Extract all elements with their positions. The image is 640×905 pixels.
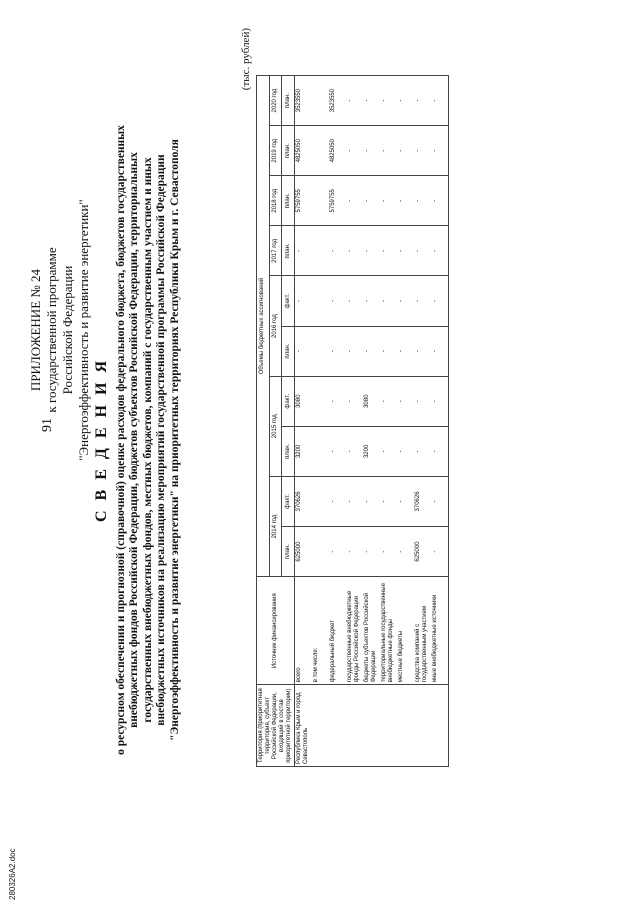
source-cell: местные бюджеты [397, 577, 414, 685]
source-cell: иные внебюджетные источники [431, 577, 449, 685]
value-cell [312, 276, 329, 326]
value-cell: - [397, 376, 414, 426]
value-cell: - [414, 276, 431, 326]
value-cell: - [397, 326, 414, 376]
value-cell [312, 126, 329, 176]
table-row [431, 76, 449, 767]
appendix-title: ПРИЛОЖЕНИЕ № 24 [28, 268, 43, 392]
header-fact: факт. [282, 376, 295, 426]
territory-cell [346, 685, 363, 767]
title-line: "Энергоэффективность и развитие энергетики" на приоритетных территориях Республики Крым и г. Севастополя [168, 139, 181, 741]
value-cell [312, 326, 329, 376]
value-cell: - [414, 376, 431, 426]
value-cell: - [431, 176, 449, 226]
value-cell: - [414, 226, 431, 276]
title-line: о ресурсном обеспечении и прогнозной (справочной) оценке расходов федерального бюджета, бюджетов государственных [114, 125, 127, 755]
value-cell [312, 476, 329, 526]
page-number: 91 [40, 418, 55, 432]
header-plan: план. [282, 226, 295, 276]
value-cell: - [346, 126, 363, 176]
header-source: Источник финансирования [257, 577, 295, 685]
value-cell: - [380, 376, 397, 426]
value-cell: - [431, 376, 449, 426]
value-cell: - [363, 176, 380, 226]
table-body [295, 76, 449, 767]
table-row [414, 76, 431, 767]
title-heading: С В Е Д Е Н И Я [93, 357, 110, 523]
value-cell: - [397, 476, 414, 526]
value-cell: - [431, 527, 449, 577]
value-cell: - [414, 326, 431, 376]
appendix-block [28, 130, 92, 530]
value-cell [312, 176, 329, 226]
value-cell [312, 226, 329, 276]
table-row [312, 76, 329, 767]
value-cell: - [329, 376, 346, 426]
header-year-2019: 2019 год [269, 126, 282, 176]
header-year-2016: 2016 год [269, 276, 282, 376]
value-cell: - [397, 176, 414, 226]
value-cell: - [329, 276, 346, 326]
value-cell: - [295, 276, 313, 326]
value-cell: - [363, 76, 380, 126]
value-cell [312, 527, 329, 577]
table-row [380, 76, 397, 767]
value-cell: - [363, 476, 380, 526]
appendix-line: Российской Федерации [60, 265, 75, 395]
header-territory: Территория (приоритетная территория, субъект Российской Федерации, входящий в состав приоритетной территории) [257, 685, 295, 767]
value-cell [312, 426, 329, 476]
territory-cell [397, 685, 414, 767]
title-line: внебюджетных источников на реализацию мероприятий государственной программы Российской Федерации [155, 154, 168, 726]
value-cell: - [295, 326, 313, 376]
value-cell: - [397, 226, 414, 276]
table-row [329, 76, 346, 767]
value-cell: - [431, 226, 449, 276]
header-year-2014: 2014 год [269, 476, 282, 576]
value-cell: - [397, 276, 414, 326]
source-cell: государственные внебюджетные фонды Российской Федерации [346, 577, 363, 685]
value-cell: - [397, 426, 414, 476]
appendix-line: "Энергоэффективность и развитие энергетики" [76, 199, 91, 461]
footer-filename: 280326A2.doc [8, 848, 17, 900]
value-cell: - [431, 426, 449, 476]
value-cell: - [414, 426, 431, 476]
value-cell: - [380, 426, 397, 476]
header-plan: план. [282, 527, 295, 577]
value-cell: - [346, 426, 363, 476]
value-cell: - [363, 226, 380, 276]
table-row [397, 76, 414, 767]
source-cell: территориальные государственные внебюджетные фонды [380, 577, 397, 685]
value-cell: - [380, 476, 397, 526]
value-cell: - [431, 76, 449, 126]
territory-cell [380, 685, 397, 767]
value-cell: - [363, 326, 380, 376]
value-cell [312, 76, 329, 126]
budget-table [256, 75, 449, 767]
territory-cell [431, 685, 449, 767]
value-cell: - [380, 176, 397, 226]
value-cell: 3523550 [295, 76, 313, 126]
value-cell: - [346, 527, 363, 577]
value-cell: 5759755 [329, 176, 346, 226]
territory-cell [363, 685, 380, 767]
value-cell: - [329, 527, 346, 577]
document-title [95, 115, 183, 765]
header-year-2018: 2018 год [269, 176, 282, 226]
value-cell: - [295, 226, 313, 276]
value-cell: - [380, 126, 397, 176]
value-cell: - [431, 476, 449, 526]
value-cell: - [346, 476, 363, 526]
value-cell: 4825050 [295, 126, 313, 176]
value-cell: 5759755 [295, 176, 313, 226]
value-cell: - [431, 326, 449, 376]
value-cell: - [346, 76, 363, 126]
value-cell: - [346, 176, 363, 226]
value-cell: - [363, 276, 380, 326]
source-cell: средства компаний с государственным участием [414, 577, 431, 685]
value-cell: 3523550 [329, 76, 346, 126]
header-plan: план. [282, 126, 295, 176]
value-cell: - [346, 276, 363, 326]
header-plan: план. [282, 176, 295, 226]
header-plan: план. [282, 326, 295, 376]
appendix-line: к государственной программе [44, 247, 59, 413]
header-year-2017: 2017 год [269, 226, 282, 276]
header-year-2015: 2015 год [269, 376, 282, 476]
value-cell: 3200 [295, 426, 313, 476]
value-cell: - [397, 126, 414, 176]
value-cell: 625000 [295, 527, 313, 577]
units-label: (тыс. рублей) [240, 28, 252, 91]
header-year-2020: 2020 год [269, 76, 282, 126]
value-cell: 625000 [414, 527, 431, 577]
header-plan: план. [282, 426, 295, 476]
value-cell: - [380, 226, 397, 276]
territory-cell [312, 685, 329, 767]
value-cell: - [380, 527, 397, 577]
value-cell: - [329, 426, 346, 476]
value-cell: 3080 [295, 376, 313, 426]
value-cell: 370626 [414, 476, 431, 526]
source-cell: федеральный бюджет [329, 577, 346, 685]
territory-cell: Республика Крым и город Севастополь [295, 685, 313, 767]
value-cell: - [431, 276, 449, 326]
value-cell: 3200 [363, 426, 380, 476]
table-row [295, 76, 313, 767]
value-cell: - [414, 76, 431, 126]
value-cell: - [346, 376, 363, 426]
header-volumes: Объемы бюджетных ассигнований [257, 76, 270, 577]
value-cell: - [329, 476, 346, 526]
value-cell: - [414, 176, 431, 226]
value-cell: - [380, 76, 397, 126]
value-cell: - [363, 527, 380, 577]
value-cell: - [397, 76, 414, 126]
value-cell: - [363, 126, 380, 176]
value-cell: - [346, 226, 363, 276]
territory-cell [329, 685, 346, 767]
value-cell: - [414, 126, 431, 176]
value-cell: - [329, 226, 346, 276]
source-cell: в том числе: [312, 577, 329, 685]
value-cell: - [380, 276, 397, 326]
value-cell: - [346, 326, 363, 376]
title-line: внебюджетных фондов Российской Федерации, бюджетов субъектов Российской Федерации, территориальных [128, 152, 141, 728]
title-line: государственных внебюджетных фондов, местных бюджетов, компаний с государственным участием и иных [141, 157, 154, 723]
value-cell: - [397, 527, 414, 577]
value-cell: 370626 [295, 476, 313, 526]
table-row [346, 76, 363, 767]
value-cell: - [329, 326, 346, 376]
header-plan: план. [282, 76, 295, 126]
value-cell [312, 376, 329, 426]
value-cell: - [380, 326, 397, 376]
header-fact: факт. [282, 476, 295, 526]
territory-cell [414, 685, 431, 767]
source-cell: бюджеты субъектов Российской Федерации [363, 577, 380, 685]
value-cell: 3080 [363, 376, 380, 426]
value-cell: - [431, 126, 449, 176]
source-cell: всего [295, 577, 313, 685]
table-row [363, 76, 380, 767]
header-fact: факт. [282, 276, 295, 326]
value-cell: 4825050 [329, 126, 346, 176]
